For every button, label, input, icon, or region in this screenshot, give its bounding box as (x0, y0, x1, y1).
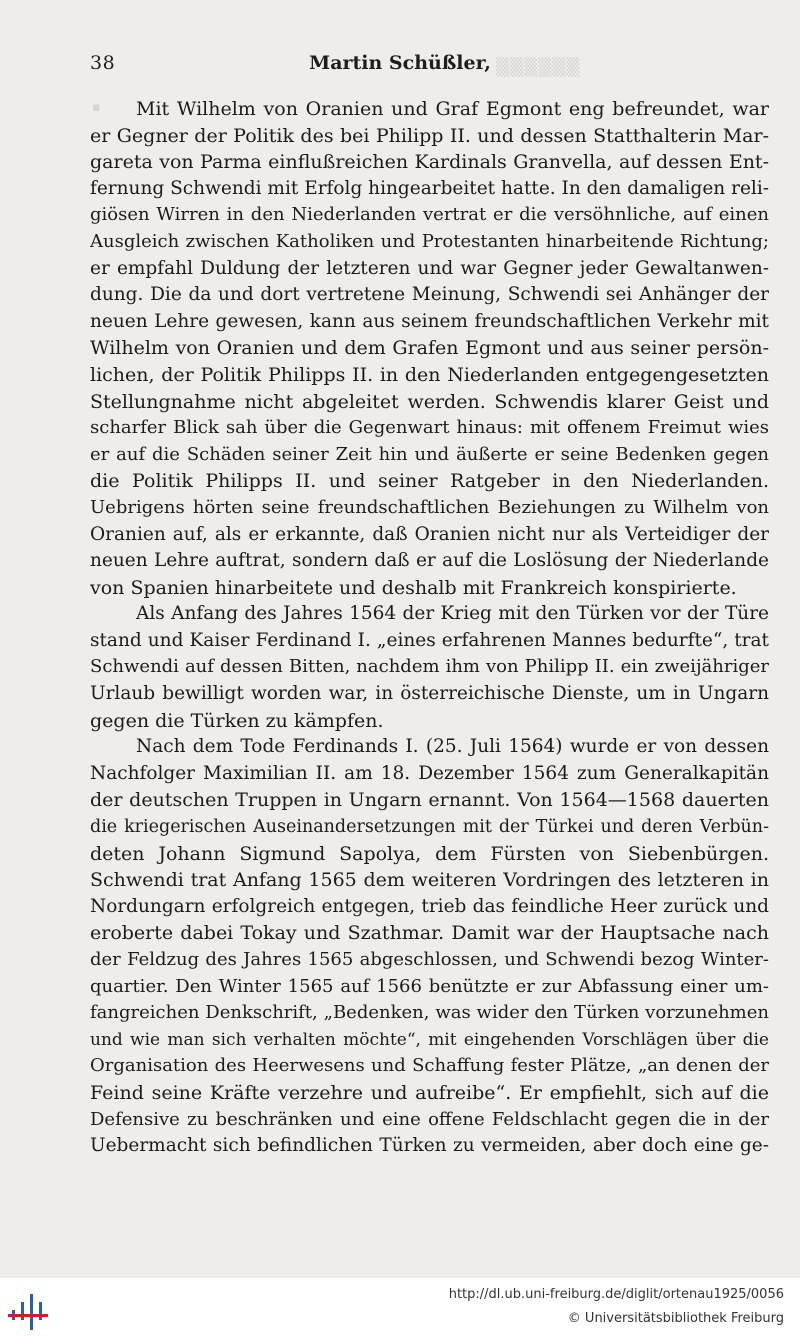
text-line: Uebermacht sich befindlichen Türken zu vermeiden, aber doch eine ge- (90, 1135, 769, 1157)
text-line: er empfahl Duldung der letzteren und war Gegner jeder Gewaltanwen- (90, 257, 769, 279)
text-line: Organisation des Heerwesens und Schaffung fester Plätze, „an denen der (90, 1055, 769, 1077)
text-line: Nach dem Tode Ferdinands I. (25. Juli 1564) wurde er von dessen (136, 736, 769, 758)
text-line: die Politik Philipps II. und seiner Ratgeber in den Niederlanden. (90, 470, 769, 493)
text-line: quartier. Den Winter 1565 auf 1566 benützte er zur Abfassung einer um- (90, 975, 769, 997)
text-line: gegen die Türken zu kämpfen. (90, 709, 384, 732)
text-line: dung. Die da und dort vertretene Meinung, Schwendi sei Anhänger der (90, 284, 769, 306)
text-line: giösen Wirren in den Niederlanden vertrat er die versöhnliche, auf einen (90, 204, 769, 226)
text-line: Wilhelm von Oranien und dem Grafen Egmont und aus seiner persön- (90, 337, 769, 360)
text-line: gareta von Parma einflußreichen Kardinals Granvella, auf dessen Ent- (90, 151, 769, 174)
text-line: Als Anfang des Jahres 1564 der Krieg mit den Türken vor der Türe (136, 603, 769, 625)
text-line: Oranien auf, als er erkannte, daß Oranien nicht nur als Verteidiger der (90, 523, 769, 545)
viewer-footer (0, 1278, 800, 1336)
text-line: der deutschen Truppen in Ungarn ernannt. Von 1564—1568 dauerten (90, 789, 769, 812)
ub-freiburg-logo-icon[interactable] (8, 1292, 48, 1330)
text-line: Urlaub bewilligt worden war, in österreichische Dienste, um in Ungarn (90, 683, 769, 705)
text-line: er Gegner der Politik des bei Philipp II. und dessen Statthalterin Mar- (90, 124, 769, 147)
text-line: Defensive zu beschränken und eine offene Feldschlacht gegen die in der (90, 1108, 769, 1130)
text-line: neuen Lehre gewesen, kann aus seinem freundschaftlichen Verkehr mit (90, 310, 769, 332)
text-line: fernung Schwendi mit Erfolg hingearbeitet hatte. In den damaligen reli- (90, 177, 769, 199)
bleed-through-text: ▒▒▒▒▒▒ (496, 58, 581, 78)
source-url-link[interactable]: http://dl.ub.uni-freiburg.de/diglit/ortenau1925/0056 (448, 1287, 784, 1302)
text-line: Stellungnahme nicht abgeleitet werden. Schwendis klarer Geist und (90, 390, 769, 413)
body-text (90, 96, 769, 1160)
text-line: Ausgleich zwischen Katholiken und Protestanten hinarbeitende Richtung; (90, 230, 769, 252)
text-line: der Feldzug des Jahres 1565 abgeschlossen, und Schwendi bezog Winter- (90, 949, 769, 970)
text-line: Nordungarn erfolgreich entgegen, trieb das feindliche Heer zurück und (90, 895, 769, 917)
text-line: Feind seine Kräfte verzehre und aufreibe“. Er empfiehlt, sich auf die (90, 1081, 769, 1104)
text-line: er auf die Schäden seiner Zeit hin und äußerte er seine Bedenken gegen (90, 443, 769, 465)
text-line: von Spanien hinarbeitete und deshalb mit Frankreich konspirierte. (90, 576, 737, 599)
running-head: Martin Schüßler, (309, 52, 491, 74)
text-line: scharfer Blick sah über die Gegenwart hinaus: mit offenem Freimut wies (90, 417, 769, 439)
copyright-notice: © Universitätsbibliothek Freiburg (567, 1311, 784, 1326)
text-line: Mit Wilhelm von Oranien und Graf Egmont eng befreundet, war (136, 98, 769, 120)
text-line: Schwendi trat Anfang 1565 dem weiteren Vordringen des letzteren in (90, 869, 769, 892)
text-line: die kriegerischen Auseinandersetzungen mit der Türkei und deren Verbün- (90, 817, 769, 838)
text-line: und wie man sich verhalten möchte“, mit eingehenden Vorschlägen über die (90, 1029, 769, 1050)
text-line: deten Johann Sigmund Sapolya, dem Fürsten von Siebenbürgen. (90, 842, 769, 865)
text-line: neuen Lehre auftrat, sondern daß er auf die Loslösung der Niederlande (90, 550, 769, 572)
text-line: Nachfolger Maximilian II. am 18. Dezember 1564 zum Generalkapitän (90, 762, 769, 784)
text-line: Uebrigens hörten seine freundschaftlichen Beziehungen zu Wilhelm von (90, 496, 769, 518)
page-number: 38 (90, 52, 116, 74)
text-line: fangreichen Denkschrift, „Bedenken, was wider den Türken vorzunehmen (90, 1002, 769, 1024)
text-line: lichen, der Politik Philipps II. in den Niederlanden entgegengesetzten (90, 363, 769, 386)
bleed-through-mark: ▪ (92, 100, 101, 115)
text-line: eroberte dabei Tokay und Szathmar. Damit war der Hauptsache nach (90, 922, 769, 945)
text-line: stand und Kaiser Ferdinand I. „eines erfahrenen Mannes bedurfte“, trat (90, 629, 769, 651)
text-line: Schwendi auf dessen Bitten, nachdem ihm von Philipp II. ein zweijähriger (90, 656, 769, 678)
